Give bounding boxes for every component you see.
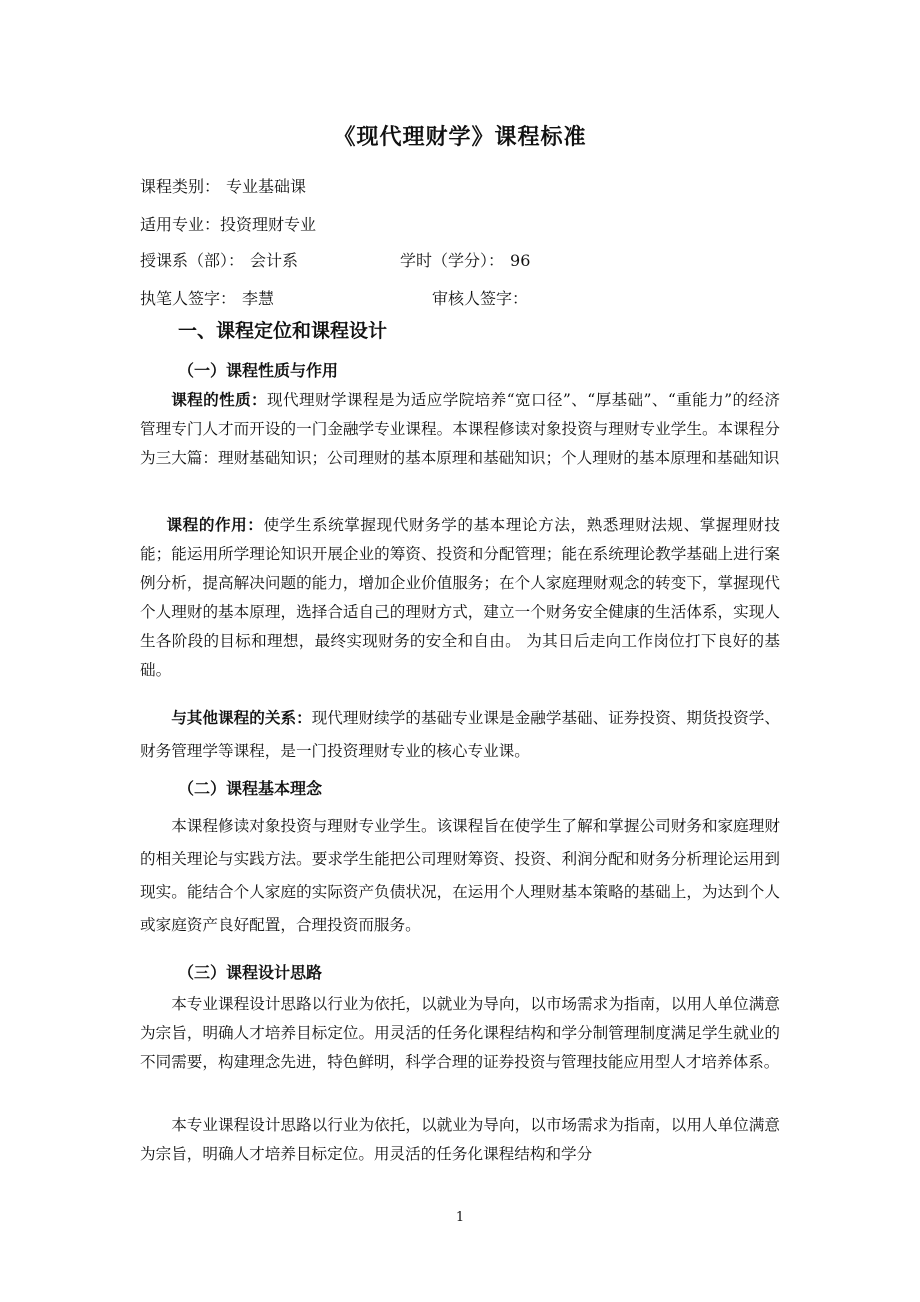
subsection-heading: （三）课程设计思路 bbox=[178, 963, 323, 982]
meta-label: 审核人签字： bbox=[432, 289, 529, 308]
meta-department bbox=[140, 248, 298, 271]
meta-value: 会计系 bbox=[250, 251, 299, 270]
meta-value: 96 bbox=[510, 251, 531, 270]
paragraph-label: 课程的性质： bbox=[171, 391, 268, 409]
meta-reviewer-signature bbox=[432, 286, 528, 309]
meta-label: 课程类别： bbox=[140, 177, 221, 196]
meta-label: 适用专业： bbox=[140, 215, 221, 234]
paragraph-course-nature bbox=[140, 386, 780, 473]
paragraph-basic-concept bbox=[140, 810, 780, 942]
paragraph-text: 本专业课程设计思路以行业为依托，以就业为导向，以市场需求为指南，以用人单位满意为宗旨，明确人才培养目标定位。用灵活的任务化课程结构和学分 bbox=[140, 1116, 780, 1163]
paragraph-design-idea-2 bbox=[140, 1111, 780, 1169]
meta-label: 执笔人签字： bbox=[140, 289, 237, 308]
paragraph-text: 本专业课程设计思路以行业为依托，以就业为导向，以市场需求为指南，以用人单位满意为宗旨，明确人才培养目标定位。用灵活的任务化课程结构和学分制管理制度满足学生就业的不同需要，构建理念先进，特色鲜明，科学合理的证券投资与管理技能应用型人才培养体系。 bbox=[140, 995, 780, 1071]
document-title: 《现代理财学》课程标准 bbox=[333, 125, 587, 150]
paragraph-text: 现代理财续学的基础专业课是金融学基础、证券投资、期货投资学、财务管理学等课程，是一门投资理财专业的核心专业课。 bbox=[140, 709, 780, 760]
paragraph-design-idea-1 bbox=[140, 990, 780, 1077]
meta-value: 投资理财专业 bbox=[220, 215, 317, 234]
meta-value: 李慧 bbox=[242, 289, 275, 308]
meta-author-signature bbox=[140, 286, 274, 309]
subsection-heading: （一）课程性质与作用 bbox=[178, 361, 339, 380]
paragraph-text: 使学生系统掌握现代财务学的基本理论方法，熟悉理财法规、掌握理财技能；能运用所学理论知识开展企业的筹资、投资和分配管理；能在系统理论教学基础上进行案例分析，提高解决问题的能力，增加企业价值服务；在个人家庭理财观念的转变下，掌握现代个人理财的基本原理，选择合适自己的理财方式，建立一个财务安全健康的生活体系，实现人生各阶段的目标和理想，最终实现财务的安全和自由。 为其日后走向工作岗位打下良好的基础。 bbox=[140, 516, 780, 679]
paragraph-label: 与其他课程的关系： bbox=[171, 709, 312, 727]
paragraph-text: 本课程修读对象投资与理财专业学生。该课程旨在使学生了解和掌握公司财务和家庭理财的相关理论与实践方法。要求学生能把公司理财筹资、投资、利润分配和财务分析理论运用到现实。能结合个人家庭的实际资产负债状况，在运用个人理财基本策略的基础上，为达到个人或家庭资产良好配置，合理投资而服务。 bbox=[140, 817, 780, 934]
paragraph-course-role bbox=[140, 511, 780, 685]
subsection-heading: （二）课程基本理念 bbox=[178, 779, 323, 798]
meta-label: 学时（学分）： bbox=[400, 251, 505, 270]
paragraph-label: 课程的作用： bbox=[166, 516, 264, 534]
meta-value: 专业基础课 bbox=[226, 177, 307, 196]
paragraph-course-relation bbox=[140, 702, 780, 768]
page-number: 1 bbox=[455, 1210, 465, 1225]
meta-hours bbox=[400, 248, 530, 271]
section-heading: 一、课程定位和课程设计 bbox=[178, 320, 388, 342]
meta-applicable-major bbox=[140, 212, 316, 235]
meta-course-category bbox=[140, 174, 306, 197]
paragraph-text: 现代理财学课程是为适应学院培养“宽口径”、“厚基础”、“重能力”的经济管理专门人才而开设的一门金融学专业课程。本课程修读对象投资与理财专业学生。本课程分为三大篇：理财基础知识；公司理财的基本原理和基础知识；个人理财的基本原理和基础知识 bbox=[140, 391, 780, 467]
meta-label: 授课系（部）： bbox=[140, 251, 245, 270]
